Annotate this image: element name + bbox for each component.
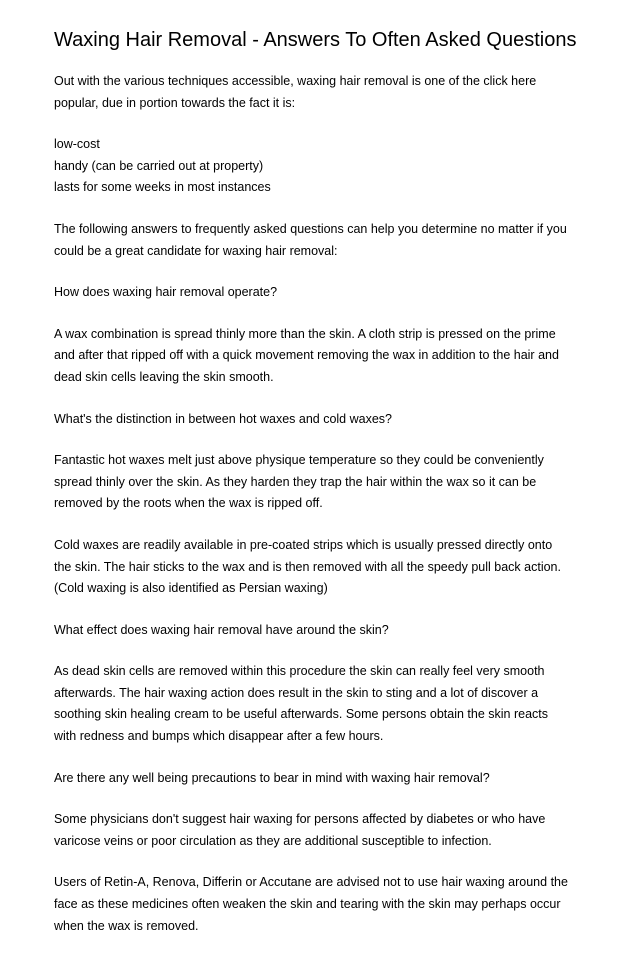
paragraph-line: and after that ripped off with a quick movement removing the wax in addition to the hair and bbox=[54, 348, 559, 363]
paragraph bbox=[54, 661, 594, 747]
paragraph bbox=[54, 809, 594, 852]
paragraph-line: when the wax is removed. bbox=[54, 918, 199, 933]
paragraph-line: Are there any well being precautions to bear in mind with waxing hair removal? bbox=[54, 770, 490, 785]
paragraph-line: As dead skin cells are removed within this procedure the skin can really feel very smooth bbox=[54, 664, 545, 679]
paragraph bbox=[54, 219, 594, 262]
paragraph bbox=[54, 324, 594, 389]
paragraph-line: A wax combination is spread thinly more than the skin. A cloth strip is pressed on the prime bbox=[54, 326, 556, 341]
paragraph-line: removed by the roots when the wax is ripped off. bbox=[54, 496, 323, 511]
paragraph-line: popular, due in portion towards the fact it is: bbox=[54, 95, 296, 110]
paragraph-line: Fantastic hot waxes melt just above physique temperature so they could be conveniently bbox=[54, 453, 544, 468]
paragraph-line: the skin. The hair sticks to the wax and is then removed with all the speedy pull back action. bbox=[54, 559, 561, 574]
paragraph bbox=[54, 768, 594, 790]
paragraph-line: handy (can be carried out at property) bbox=[54, 158, 264, 173]
paragraph-line: low-cost bbox=[54, 137, 100, 152]
paragraph-line: could be a great candidate for waxing hair removal: bbox=[54, 243, 338, 258]
paragraph-line: Cold waxes are readily available in pre-coated strips which is usually pressed directly onto bbox=[54, 537, 553, 552]
paragraph-line: lasts for some weeks in most instances bbox=[54, 180, 271, 195]
document-body bbox=[54, 71, 594, 957]
paragraph-line: dead skin cells leaving the skin smooth. bbox=[54, 369, 274, 384]
paragraph-line: What effect does waxing hair removal have around the skin? bbox=[54, 622, 389, 637]
paragraph-line: afterwards. The hair waxing action does result in the skin to sting and a lot of discover a bbox=[54, 685, 539, 700]
paragraph-line: Out with the various techniques accessible, waxing hair removal is one of the click here bbox=[54, 74, 537, 88]
paragraph-line: The following answers to frequently asked questions can help you determine no matter if you bbox=[54, 221, 567, 236]
paragraph bbox=[54, 134, 594, 199]
paragraph-line: (Cold waxing is also identified as Persian waxing) bbox=[54, 581, 328, 596]
paragraph-line: face as these medicines often weaken the skin and tearing with the skin may perhaps occur bbox=[54, 897, 561, 912]
paragraph-line: soothing skin healing cream to be useful afterwards. Some persons obtain the skin reacts bbox=[54, 707, 549, 722]
paragraph-line: Users of Retin-A, Renova, Differin or Accutane are advised not to use hair waxing around the bbox=[54, 875, 568, 890]
paragraph bbox=[54, 872, 594, 937]
paragraph-line: What's the distinction in between hot waxes and cold waxes? bbox=[54, 411, 392, 426]
paragraph bbox=[54, 409, 594, 431]
paragraph-line: spread thinly over the skin. As they harden they trap the hair within the wax so it can be bbox=[54, 474, 537, 489]
paragraph bbox=[54, 535, 594, 600]
paragraph-line: varicose veins or poor circulation as they are additional susceptible to infection. bbox=[54, 833, 492, 848]
document-title: Waxing Hair Removal - Answers To Often Asked Questions bbox=[54, 29, 577, 51]
paragraph bbox=[54, 450, 594, 515]
paragraph-line: Some physicians don't suggest hair waxing for persons affected by diabetes or who have bbox=[54, 812, 546, 827]
paragraph-line: How does waxing hair removal operate? bbox=[54, 285, 278, 300]
paragraph bbox=[54, 71, 594, 114]
paragraph bbox=[54, 282, 594, 304]
paragraph-line: with redness and bumps which disappear after a few hours. bbox=[54, 729, 384, 744]
paragraph bbox=[54, 620, 594, 642]
